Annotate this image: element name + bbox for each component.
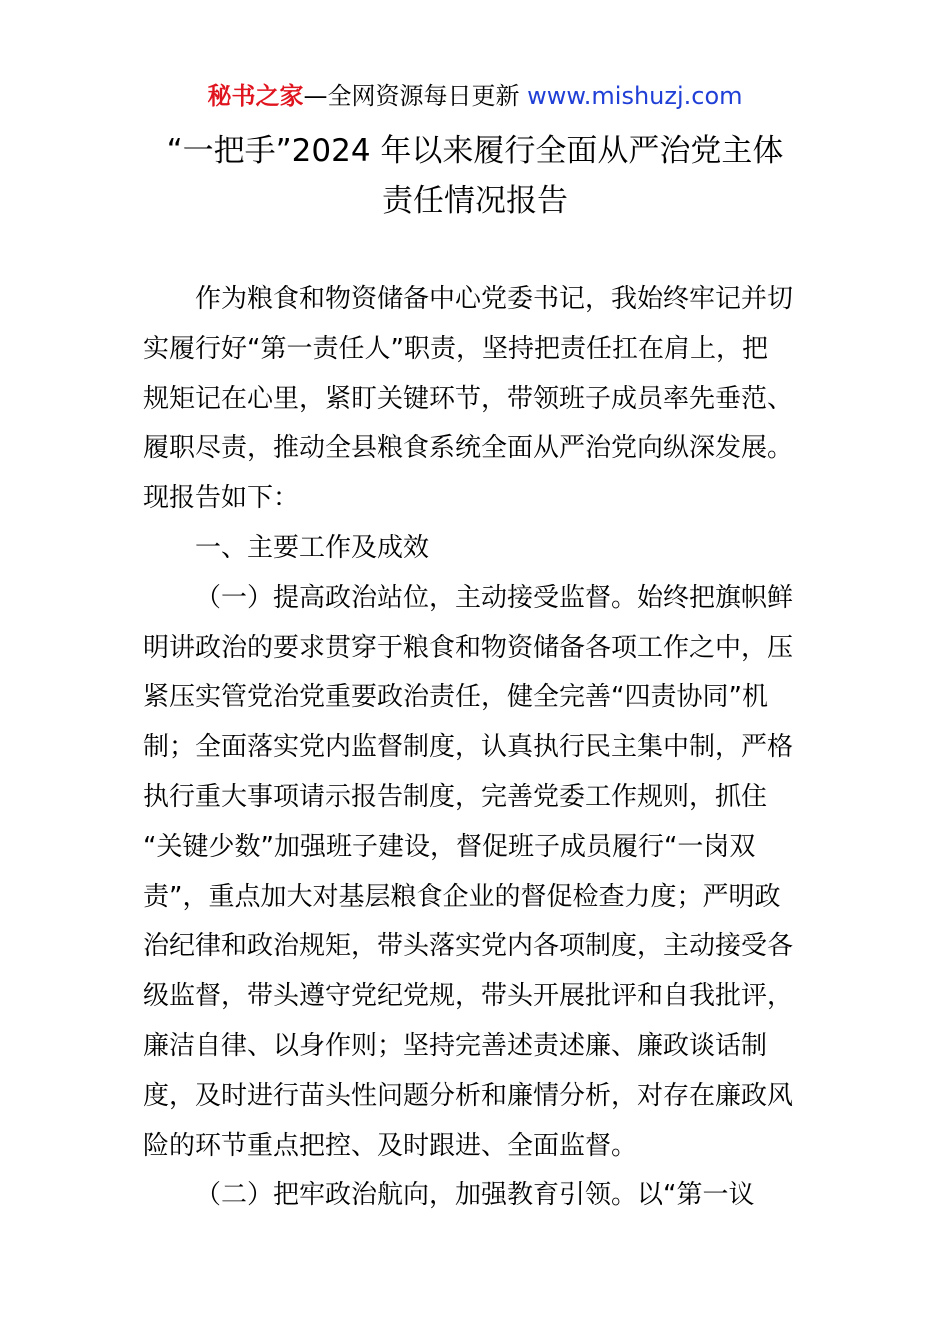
paragraph-1-line-1: 作为粮食和物资储备中心党委书记，我始终牢记并切 xyxy=(195,284,794,314)
paragraph-2-line-6: “关键少数”加强班子建设，督促班子成员履行“一岗双 xyxy=(143,831,756,862)
site-banner xyxy=(0,80,950,112)
paragraph-2-line-9: 级监督，带头遵守党纪党规，带头开展批评和自我批评， xyxy=(143,981,794,1012)
document-body xyxy=(143,275,808,1221)
paragraph-2-line-2: 明讲政治的要求贯穿于粮食和物资储备各项工作之中，压 xyxy=(143,632,794,663)
title-line-1: “一把手”2024 年以来履行全面从严治党主体 xyxy=(166,133,784,169)
document-title xyxy=(0,126,950,226)
paragraph-2-line-12: 险的环节重点把控、及时跟进、全面监督。 xyxy=(143,1130,638,1161)
paragraph-2-line-1: （一）提高政治站位，主动接受监督。始终把旗帜鲜 xyxy=(195,582,794,613)
banner-tagline: —全网资源每日更新 xyxy=(303,82,528,110)
paragraph-1-line-5: 现报告如下： xyxy=(143,483,300,514)
brand-name: 秘书之家 xyxy=(207,82,304,110)
banner-url[interactable]: www.mishuzj.com xyxy=(527,82,743,110)
paragraph-2-line-10: 廉洁自律、以身作则；坚持完善述责述廉、廉政谈话制 xyxy=(143,1030,768,1061)
paragraph-1-line-2: 实履行好“第一责任人”职责，坚持把责任扛在肩上，把 xyxy=(143,333,768,364)
paragraph-2-line-3: 紧压实管党治党重要政治责任，健全完善“四责协同”机 xyxy=(143,682,768,713)
paragraph-3-line-1: （二）把牢政治航向，加强教育引领。以“第一议 xyxy=(195,1180,755,1211)
section-heading-1: 一、主要工作及成效 xyxy=(195,532,430,563)
title-line-2: 责任情况报告 xyxy=(382,183,568,219)
paragraph-2-line-11: 度，及时进行苗头性问题分析和廉情分析，对存在廉政风 xyxy=(143,1080,794,1111)
paragraph-2-line-7: 责”，重点加大对基层粮食企业的督促检查力度；严明政 xyxy=(143,881,781,912)
paragraph-2-line-5: 执行重大事项请示报告制度，完善党委工作规则，抓住 xyxy=(143,781,768,812)
paragraph-2-line-8: 治纪律和政治规矩，带头落实党内各项制度，主动接受各 xyxy=(143,931,794,962)
paragraph-2-line-4: 制；全面落实党内监督制度，认真执行民主集中制，严格 xyxy=(143,732,794,763)
paragraph-1-line-3: 规矩记在心里，紧盯关键环节，带领班子成员率先垂范、 xyxy=(143,383,794,414)
paragraph-1-line-4: 履职尽责，推动全县粮食系统全面从严治党向纵深发展。 xyxy=(143,433,794,464)
